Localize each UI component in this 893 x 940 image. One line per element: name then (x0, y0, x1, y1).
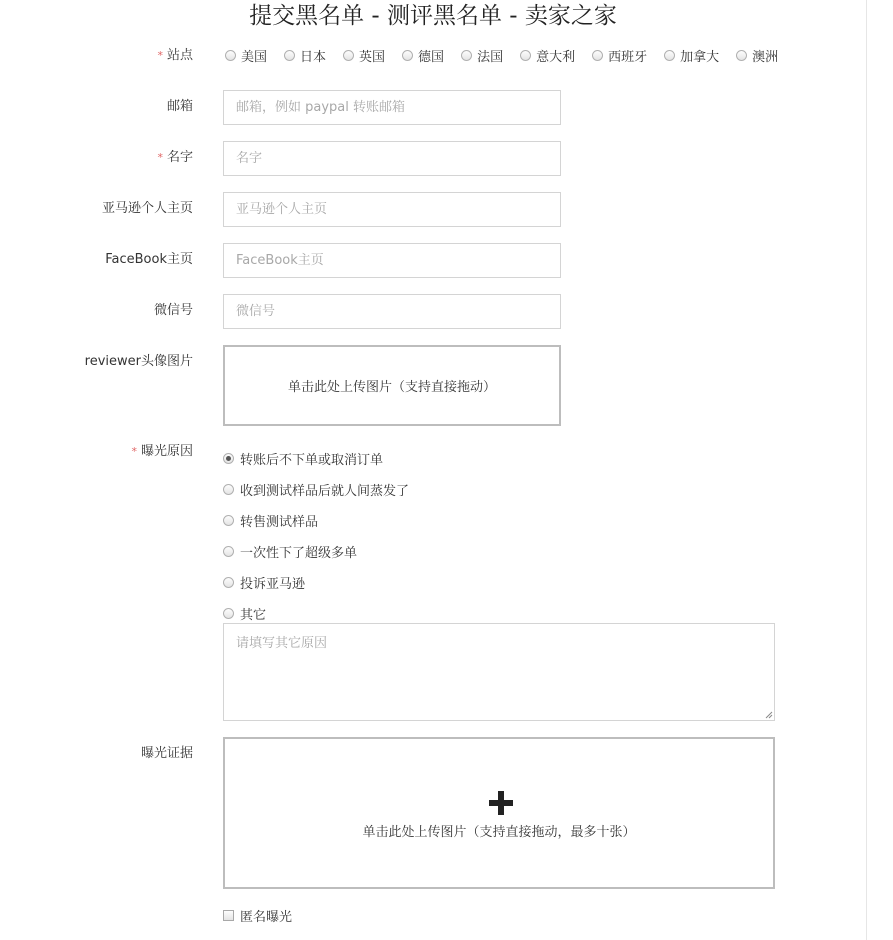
evidence-upload-area[interactable] (223, 737, 775, 889)
site-option-es[interactable] (592, 46, 647, 65)
amazon-profile-label: 亚马逊个人主页 (101, 201, 193, 216)
radio-icon[interactable] (402, 50, 413, 61)
reason-option-resell[interactable] (223, 505, 409, 536)
required-mark: * (157, 151, 163, 164)
avatar-upload-area[interactable] (223, 345, 561, 426)
facebook-label: FaceBook主页 (105, 252, 193, 267)
site-label (157, 47, 193, 65)
site-radio-group (225, 46, 778, 65)
site-option-au[interactable] (736, 46, 778, 65)
site-option-jp[interactable] (284, 46, 326, 65)
site-option-label: 意大利 (536, 50, 576, 65)
site-option-label: 加拿大 (680, 50, 720, 65)
page-title: 提交黑名单 - 测评黑名单 - 卖家之家 (249, 3, 617, 29)
facebook-input[interactable] (223, 243, 561, 278)
radio-icon[interactable] (284, 50, 295, 61)
wechat-label: 微信号 (153, 303, 193, 318)
name-label-text: 名字 (166, 150, 193, 165)
site-option-label: 英国 (359, 50, 386, 65)
evidence-label: 曝光证据 (140, 746, 193, 761)
email-label: 邮箱 (166, 99, 193, 114)
page-scroll-edge (866, 0, 867, 940)
site-label-text: 站点 (166, 48, 193, 63)
site-option-label: 德国 (418, 50, 445, 65)
radio-icon[interactable] (225, 50, 236, 61)
amazon-profile-input[interactable] (223, 192, 561, 227)
reason-option-complain[interactable] (223, 567, 409, 598)
required-mark: * (157, 49, 163, 62)
site-option-de[interactable] (402, 46, 444, 65)
email-input[interactable] (223, 90, 561, 125)
radio-icon[interactable] (223, 484, 234, 495)
site-option-label: 美国 (241, 50, 268, 65)
site-option-label: 西班牙 (608, 50, 648, 65)
reason-option-no-order[interactable] (223, 443, 409, 474)
required-mark: * (131, 445, 137, 458)
site-option-it[interactable] (520, 46, 575, 65)
reason-option-label: 转售测试样品 (240, 515, 319, 530)
radio-icon[interactable] (461, 50, 472, 61)
reason-option-bulk-order[interactable] (223, 536, 409, 567)
radio-icon[interactable] (520, 50, 531, 61)
radio-icon[interactable] (223, 515, 234, 526)
site-option-label: 澳洲 (752, 50, 779, 65)
radio-icon[interactable] (664, 50, 675, 61)
site-option-ca[interactable] (664, 46, 719, 65)
radio-icon[interactable] (592, 50, 603, 61)
anonymous-checkbox-row[interactable] (223, 906, 292, 925)
wechat-input[interactable] (223, 294, 561, 329)
site-option-uk[interactable] (343, 46, 385, 65)
reason-option-label: 一次性下了超级多单 (240, 546, 358, 561)
site-option-label: 日本 (300, 50, 327, 65)
name-label (157, 149, 193, 167)
avatar-label: reviewer头像图片 (84, 354, 193, 369)
site-option-us[interactable] (225, 46, 267, 65)
reason-label-text: 曝光原因 (140, 444, 193, 459)
radio-icon[interactable] (223, 608, 234, 619)
reason-option-label: 转账后不下单或取消订单 (240, 453, 384, 468)
name-input[interactable] (223, 141, 561, 176)
checkbox-icon[interactable] (223, 910, 234, 921)
reason-option-label: 其它 (240, 608, 267, 623)
plus-icon (489, 791, 513, 815)
reason-option-label: 投诉亚马逊 (240, 577, 306, 592)
site-option-fr[interactable] (461, 46, 503, 65)
avatar-upload-text: 单击此处上传图片（支持直接拖动） (287, 380, 496, 395)
evidence-upload-text: 单击此处上传图片（支持直接拖动，最多十张） (362, 825, 636, 840)
radio-icon[interactable] (223, 546, 234, 557)
reason-radio-group (223, 443, 409, 629)
radio-icon[interactable] (343, 50, 354, 61)
radio-checked-icon[interactable] (223, 453, 234, 464)
radio-icon[interactable] (223, 577, 234, 588)
reason-label (131, 443, 193, 461)
anonymous-label: 匿名曝光 (240, 910, 293, 925)
resize-grip-icon[interactable] (765, 711, 773, 719)
site-option-label: 法国 (477, 50, 504, 65)
other-reason-textarea[interactable] (223, 623, 775, 721)
reason-option-label: 收到测试样品后就人间蒸发了 (240, 484, 410, 499)
radio-icon[interactable] (736, 50, 747, 61)
reason-option-vanished[interactable] (223, 474, 409, 505)
